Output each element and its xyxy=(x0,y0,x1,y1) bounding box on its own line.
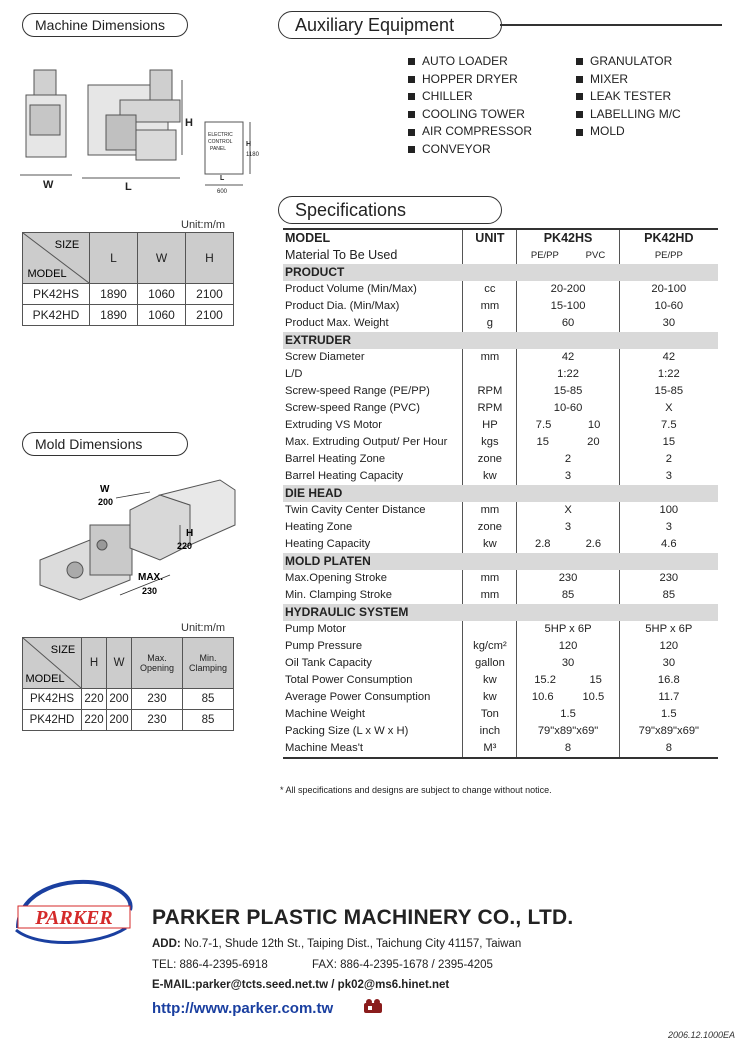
section-title: MOLD PLATEN xyxy=(283,553,463,570)
aux-list-right xyxy=(576,53,681,141)
section-cell xyxy=(517,553,619,570)
spec-label: Machine Meas't xyxy=(283,740,463,758)
section-row xyxy=(283,485,718,502)
mold-max-label: MAX. xyxy=(138,572,163,583)
list-item xyxy=(576,123,681,141)
aux-list-left xyxy=(408,53,532,159)
list-item-label: MIXER xyxy=(590,71,629,86)
section-cell xyxy=(463,264,517,281)
spec-label: Barrel Heating Zone xyxy=(285,453,386,465)
spec-label: Screw Diameter xyxy=(285,351,365,363)
spec-pk42hs-value: 30 xyxy=(517,655,619,672)
table-row xyxy=(283,706,718,723)
row-model: PK42HD xyxy=(23,305,90,326)
row-model: PK42HS xyxy=(23,689,82,710)
table-row xyxy=(283,417,718,434)
section-cell xyxy=(619,604,718,621)
spec-pk42hd-value: 30 xyxy=(662,657,676,669)
spec-pk42hd-value: 30 xyxy=(662,317,676,329)
fax-text: FAX: 886-4-2395-1678 / 2395-4205 xyxy=(312,959,493,971)
table-row xyxy=(23,710,234,731)
table-row xyxy=(283,587,718,604)
address-text: No.7-1, Shude 12th St., Taiping Dist., Taichung City 41157, Taiwan xyxy=(183,938,522,950)
spec-unit: RPM xyxy=(463,400,517,417)
spec-pk42hs-value: 5HP x 6P xyxy=(517,621,619,638)
spec-label: Product Dia. (Min/Max) xyxy=(285,300,400,312)
logo-text: PARKER xyxy=(35,907,113,929)
col-unit: UNIT xyxy=(463,229,517,247)
spec-label: Min. Clamping Stroke xyxy=(285,589,392,601)
table-row xyxy=(283,536,718,553)
auxiliary-equipment-title: Auxiliary Equipment xyxy=(278,11,502,39)
machine-drawing xyxy=(10,60,270,200)
spec-value-a: 10.6 xyxy=(531,691,554,703)
list-item xyxy=(576,53,681,71)
list-item-label: CONVEYOR xyxy=(422,141,491,156)
table-row xyxy=(283,740,718,758)
email-text: E-MAIL:parker@tcts.seed.net.tw / pk02@ms6.hinet.net xyxy=(152,979,450,991)
spec-pk42hd-value: 15-85 xyxy=(654,385,684,397)
table-row xyxy=(283,315,718,332)
table-row xyxy=(283,366,718,383)
table-row xyxy=(283,689,718,706)
list-item-label: COOLING TOWER xyxy=(422,106,525,121)
table-row xyxy=(283,383,718,400)
col-pk42hs: PK42HS xyxy=(517,229,619,247)
table-row xyxy=(283,451,718,468)
spec-pk42hd-value: 8 xyxy=(619,740,718,758)
spec-pk42hs-value: 15-100 xyxy=(517,298,619,315)
w-label: W xyxy=(43,179,54,191)
spec-pk42hs-value: 79"x89"x69" xyxy=(517,723,619,740)
spec-label: Twin Cavity Center Distance xyxy=(285,504,426,516)
specifications-table xyxy=(283,228,718,759)
spec-label: Screw-speed Range (PVC) xyxy=(285,402,420,414)
spec-label: Packing Size (L x W x H) xyxy=(285,725,409,737)
spec-pk42hs-value: 230 xyxy=(517,570,619,587)
row-h: 220 xyxy=(82,710,107,731)
spec-label: Pump Motor xyxy=(285,623,346,635)
model-label: MODEL xyxy=(27,268,67,280)
bullet-icon xyxy=(408,76,415,83)
spec-unit: kw xyxy=(463,468,517,485)
col-l: L xyxy=(90,233,138,284)
row-h: 220 xyxy=(82,689,107,710)
col-min-clamping: Min. Clamping xyxy=(183,638,234,689)
section-title: DIE HEAD xyxy=(283,485,463,502)
section-cell xyxy=(463,485,517,502)
section-cell xyxy=(463,553,517,570)
row-h: 2100 xyxy=(186,305,234,326)
list-item xyxy=(408,106,532,124)
bullet-icon xyxy=(408,129,415,136)
spec-pk42hd-value: 15 xyxy=(662,436,676,448)
spec-unit: mm xyxy=(463,298,517,315)
spec-value-b: 10 xyxy=(587,419,601,431)
spec-unit: mm xyxy=(463,502,517,519)
spec-pk42hs-value: 2 xyxy=(517,451,619,468)
mold-w-value: 200 xyxy=(98,497,114,507)
company-name: PARKER PLASTIC MACHINERY CO., LTD. xyxy=(152,906,574,929)
spec-pk42hs-value: 120 xyxy=(517,638,619,655)
row-h: 2100 xyxy=(186,284,234,305)
row-w: 1060 xyxy=(138,305,186,326)
document-code: 2006.12.1000EA xyxy=(667,1030,735,1040)
material-pe-pp: PE/PP xyxy=(530,250,559,261)
col-model: MODEL xyxy=(283,229,463,247)
spec-value-a: 2.8 xyxy=(534,538,551,550)
section-cell xyxy=(517,264,619,281)
row-model: PK42HD xyxy=(23,710,82,731)
table-row xyxy=(23,689,234,710)
mold-drawing xyxy=(20,470,250,610)
spec-unit: kw xyxy=(463,689,517,706)
spec-pk42hd-value: 5HP x 6P xyxy=(645,623,693,635)
panel-text-2: CONTROL xyxy=(208,139,233,145)
spec-pk42hs-value: 3 xyxy=(517,519,619,536)
table-row xyxy=(283,281,718,298)
material-row xyxy=(283,247,718,264)
row-l: 1890 xyxy=(90,305,138,326)
row-max: 230 xyxy=(132,710,183,731)
list-item xyxy=(408,71,532,89)
spec-pk42hd-value: 7.5 xyxy=(661,419,677,431)
col-max-opening: Max. Opening xyxy=(132,638,183,689)
spec-value-a: 15.2 xyxy=(534,674,556,686)
table-row xyxy=(23,284,234,305)
row-w: 200 xyxy=(107,710,132,731)
spec-pk42hs-value xyxy=(517,672,619,689)
section-cell xyxy=(517,604,619,621)
section-cell xyxy=(463,332,517,349)
spec-pk42hs-value: 3 xyxy=(517,468,619,485)
mold-h-label: H xyxy=(186,528,194,539)
mold-unit-label: Unit:m/m xyxy=(181,622,225,634)
table-row xyxy=(283,655,718,672)
model-label: MODEL xyxy=(25,673,65,685)
bullet-icon xyxy=(408,58,415,65)
spec-footnote: * All specifications and designs are subject to change without notice. xyxy=(280,785,552,795)
material-unit xyxy=(463,247,517,264)
list-item-label: MOLD xyxy=(590,124,625,139)
spec-value-a: 15 xyxy=(536,436,549,448)
spec-unit: kw xyxy=(463,672,517,689)
list-item xyxy=(576,106,681,124)
spec-label: L/D xyxy=(285,368,303,380)
spec-pk42hs-value: 60 xyxy=(517,315,619,332)
bullet-icon xyxy=(408,111,415,118)
spec-unit: g xyxy=(463,315,517,332)
panel-text-1: ELECTRIC xyxy=(208,132,233,138)
machine-dimension-table xyxy=(22,232,234,326)
section-cell xyxy=(619,553,718,570)
material-label: Material To Be Used xyxy=(285,248,398,262)
list-item-label: GRANULATOR xyxy=(590,54,673,68)
spec-pk42hd-value: 3 xyxy=(665,521,672,533)
machine-unit-label: Unit:m/m xyxy=(181,219,225,231)
l2-label: L xyxy=(220,175,225,182)
section-cell xyxy=(517,332,619,349)
table-row xyxy=(283,723,718,740)
mold-dimensions-title: Mold Dimensions xyxy=(22,432,188,456)
spec-pk42hd-value: 1.5 xyxy=(661,708,677,720)
spec-pk42hd-value: 42 xyxy=(662,351,676,363)
spec-unit xyxy=(463,621,517,638)
h-value: 1180 xyxy=(246,152,259,158)
spec-unit: zone xyxy=(463,519,517,536)
spec-label: Machine Weight xyxy=(285,708,366,720)
bullet-icon xyxy=(576,58,583,65)
spec-pk42hd-value: 100 xyxy=(659,504,679,516)
spec-unit: kg/cm² xyxy=(463,638,517,655)
section-row xyxy=(283,332,718,349)
spec-label: Heating Zone xyxy=(285,521,353,533)
spec-pk42hs-value: 1.5 xyxy=(517,706,619,723)
spec-pk42hs-value xyxy=(517,536,619,553)
row-max: 230 xyxy=(132,689,183,710)
table-row xyxy=(23,305,234,326)
table-row xyxy=(283,349,718,366)
specifications-title: Specifications xyxy=(278,196,502,224)
spec-pk42hd-value: 4.6 xyxy=(661,538,677,550)
spec-pk42hd-value: 3 xyxy=(665,470,672,482)
table-row xyxy=(283,434,718,451)
spec-unit: HP xyxy=(463,417,517,434)
spec-pk42hd-value: 16.8 xyxy=(657,674,680,686)
table-row xyxy=(283,570,718,587)
section-cell xyxy=(619,332,718,349)
spec-label: Max.Opening Stroke xyxy=(285,572,387,584)
panel-text-3: PANEL xyxy=(210,146,227,152)
list-item-label: CHILLER xyxy=(422,89,473,104)
spec-label: Heating Capacity xyxy=(285,538,371,550)
list-item-label: HOPPER DRYER xyxy=(422,71,518,86)
col-w: W xyxy=(107,638,132,689)
material-pk42hd: PE/PP xyxy=(654,250,683,261)
row-model: PK42HS xyxy=(23,284,90,305)
table-row xyxy=(283,621,718,638)
mold-h-value: 220 xyxy=(177,541,193,551)
spec-pk42hd-value: 20-100 xyxy=(651,283,687,295)
material-pk42hs xyxy=(517,247,619,264)
col-h: H xyxy=(186,233,234,284)
spec-unit: gallon xyxy=(463,655,517,672)
table-row xyxy=(283,502,718,519)
bullet-icon xyxy=(576,93,583,100)
list-item-label: LABELLING M/C xyxy=(590,106,681,121)
spec-pk42hd-value: 10-60 xyxy=(654,300,684,312)
table-row xyxy=(283,638,718,655)
list-item xyxy=(408,53,532,71)
section-row xyxy=(283,604,718,621)
spec-pk42hd-value: 120 xyxy=(659,640,679,652)
spec-label: Screw-speed Range (PE/PP) xyxy=(285,385,430,397)
spec-unit: zone xyxy=(463,451,517,468)
spec-unit: mm xyxy=(463,349,517,366)
spec-pk42hs-value: 15-85 xyxy=(517,383,619,400)
h-label: H xyxy=(185,117,193,129)
list-item-label: LEAK TESTER xyxy=(590,89,672,104)
list-item xyxy=(408,88,532,106)
col-w: W xyxy=(138,233,186,284)
spec-pk42hd-value: 2 xyxy=(665,453,672,465)
row-min: 85 xyxy=(183,710,234,731)
bullet-icon xyxy=(576,76,583,83)
spec-unit: M³ xyxy=(463,740,517,758)
spec-value-b: 2.6 xyxy=(585,538,602,550)
spec-label: Barrel Heating Capacity xyxy=(285,470,404,482)
section-cell xyxy=(463,604,517,621)
spec-unit: mm xyxy=(463,587,517,604)
list-item-label: AUTO LOADER xyxy=(422,54,508,68)
h2-label: H xyxy=(246,141,252,148)
spec-value-b: 15 xyxy=(589,674,602,686)
spec-pk42hs-value: 85 xyxy=(517,587,619,604)
list-item xyxy=(408,141,532,159)
spec-unit: inch xyxy=(463,723,517,740)
spec-pk42hd-value: 11.7 xyxy=(658,691,680,703)
section-cell xyxy=(517,485,619,502)
size-label: SIZE xyxy=(54,239,80,251)
spec-pk42hs-value: 10-60 xyxy=(517,400,619,417)
spec-label: Extruding VS Motor xyxy=(285,419,383,431)
table-row xyxy=(283,519,718,536)
spec-label: Oil Tank Capacity xyxy=(285,657,372,669)
machine-dimensions-title: Machine Dimensions xyxy=(22,13,188,37)
mold-max-value: 230 xyxy=(142,586,158,596)
spec-pk42hs-value: 42 xyxy=(517,349,619,366)
section-title: EXTRUDER xyxy=(283,332,463,349)
spec-pk42hs-value: 1:22 xyxy=(517,366,619,383)
spec-header-row xyxy=(283,229,718,247)
spec-pk42hd-value: X xyxy=(665,402,673,414)
spec-unit: cc xyxy=(463,281,517,298)
spec-label: Pump Pressure xyxy=(285,640,363,652)
spec-pk42hs-value: 8 xyxy=(517,740,619,758)
section-cell xyxy=(619,485,718,502)
spec-unit: mm xyxy=(463,570,517,587)
spec-unit: Ton xyxy=(463,706,517,723)
row-w: 200 xyxy=(107,689,132,710)
col-pk42hd: PK42HD xyxy=(619,229,718,247)
list-item xyxy=(576,88,681,106)
mold-dimension-table xyxy=(22,637,234,731)
parker-logo xyxy=(8,870,148,950)
spec-unit: RPM xyxy=(463,383,517,400)
section-title: HYDRAULIC SYSTEM xyxy=(283,604,463,621)
size-model-header xyxy=(23,638,82,689)
spec-unit xyxy=(463,366,517,383)
section-row xyxy=(283,264,718,281)
list-item xyxy=(576,71,681,89)
row-l: 1890 xyxy=(90,284,138,305)
list-item xyxy=(408,123,532,141)
auxiliary-rule xyxy=(500,24,722,26)
row-w: 1060 xyxy=(138,284,186,305)
address-line xyxy=(152,938,521,950)
list-item-label: AIR COMPRESSOR xyxy=(422,124,533,139)
bullet-icon xyxy=(408,93,415,100)
spec-label: Max. Extruding Output/ Per Hour xyxy=(285,436,448,448)
material-pvc: PVC xyxy=(585,250,606,261)
mold-w-label: W xyxy=(100,484,110,495)
l-label: L xyxy=(125,181,132,193)
spec-pk42hs-value: X xyxy=(517,502,619,519)
bullet-icon xyxy=(408,146,415,153)
section-cell xyxy=(619,264,718,281)
spec-value-b: 10.5 xyxy=(582,691,605,703)
spec-pk42hs-value: 20-200 xyxy=(517,281,619,298)
mascot-icon xyxy=(362,998,386,1016)
spec-label: Average Power Consumption xyxy=(285,691,431,703)
section-row xyxy=(283,553,718,570)
bullet-icon xyxy=(576,111,583,118)
table-row xyxy=(283,468,718,485)
spec-pk42hs-value xyxy=(517,417,619,434)
col-h: H xyxy=(82,638,107,689)
spec-pk42hs-value xyxy=(517,434,619,451)
table-row xyxy=(283,400,718,417)
size-model-header xyxy=(23,233,90,284)
section-title: PRODUCT xyxy=(283,264,463,281)
bullet-icon xyxy=(576,129,583,136)
table-row xyxy=(283,672,718,689)
l-value: 600 xyxy=(217,189,228,195)
spec-pk42hd-value: 230 xyxy=(659,572,679,584)
spec-label: Total Power Consumption xyxy=(285,674,413,686)
website-link[interactable]: http://www.parker.com.tw xyxy=(152,1000,334,1017)
size-label: SIZE xyxy=(50,644,76,656)
spec-pk42hd-value: 79"x89"x69" xyxy=(638,725,700,737)
address-label: ADD: xyxy=(152,938,181,950)
spec-pk42hd-value: 1:22 xyxy=(657,368,680,380)
row-min: 85 xyxy=(183,689,234,710)
spec-pk42hd-value: 85 xyxy=(662,589,676,601)
spec-pk42hs-value xyxy=(517,689,619,706)
spec-unit: kgs xyxy=(463,434,517,451)
spec-label: Product Max. Weight xyxy=(285,317,389,329)
spec-value-b: 20 xyxy=(587,436,600,448)
table-row xyxy=(283,298,718,315)
spec-value-a: 7.5 xyxy=(535,419,552,431)
spec-unit: kw xyxy=(463,536,517,553)
spec-label: Product Volume (Min/Max) xyxy=(285,283,417,295)
tel-text: TEL: 886-4-2395-6918 xyxy=(152,959,268,971)
